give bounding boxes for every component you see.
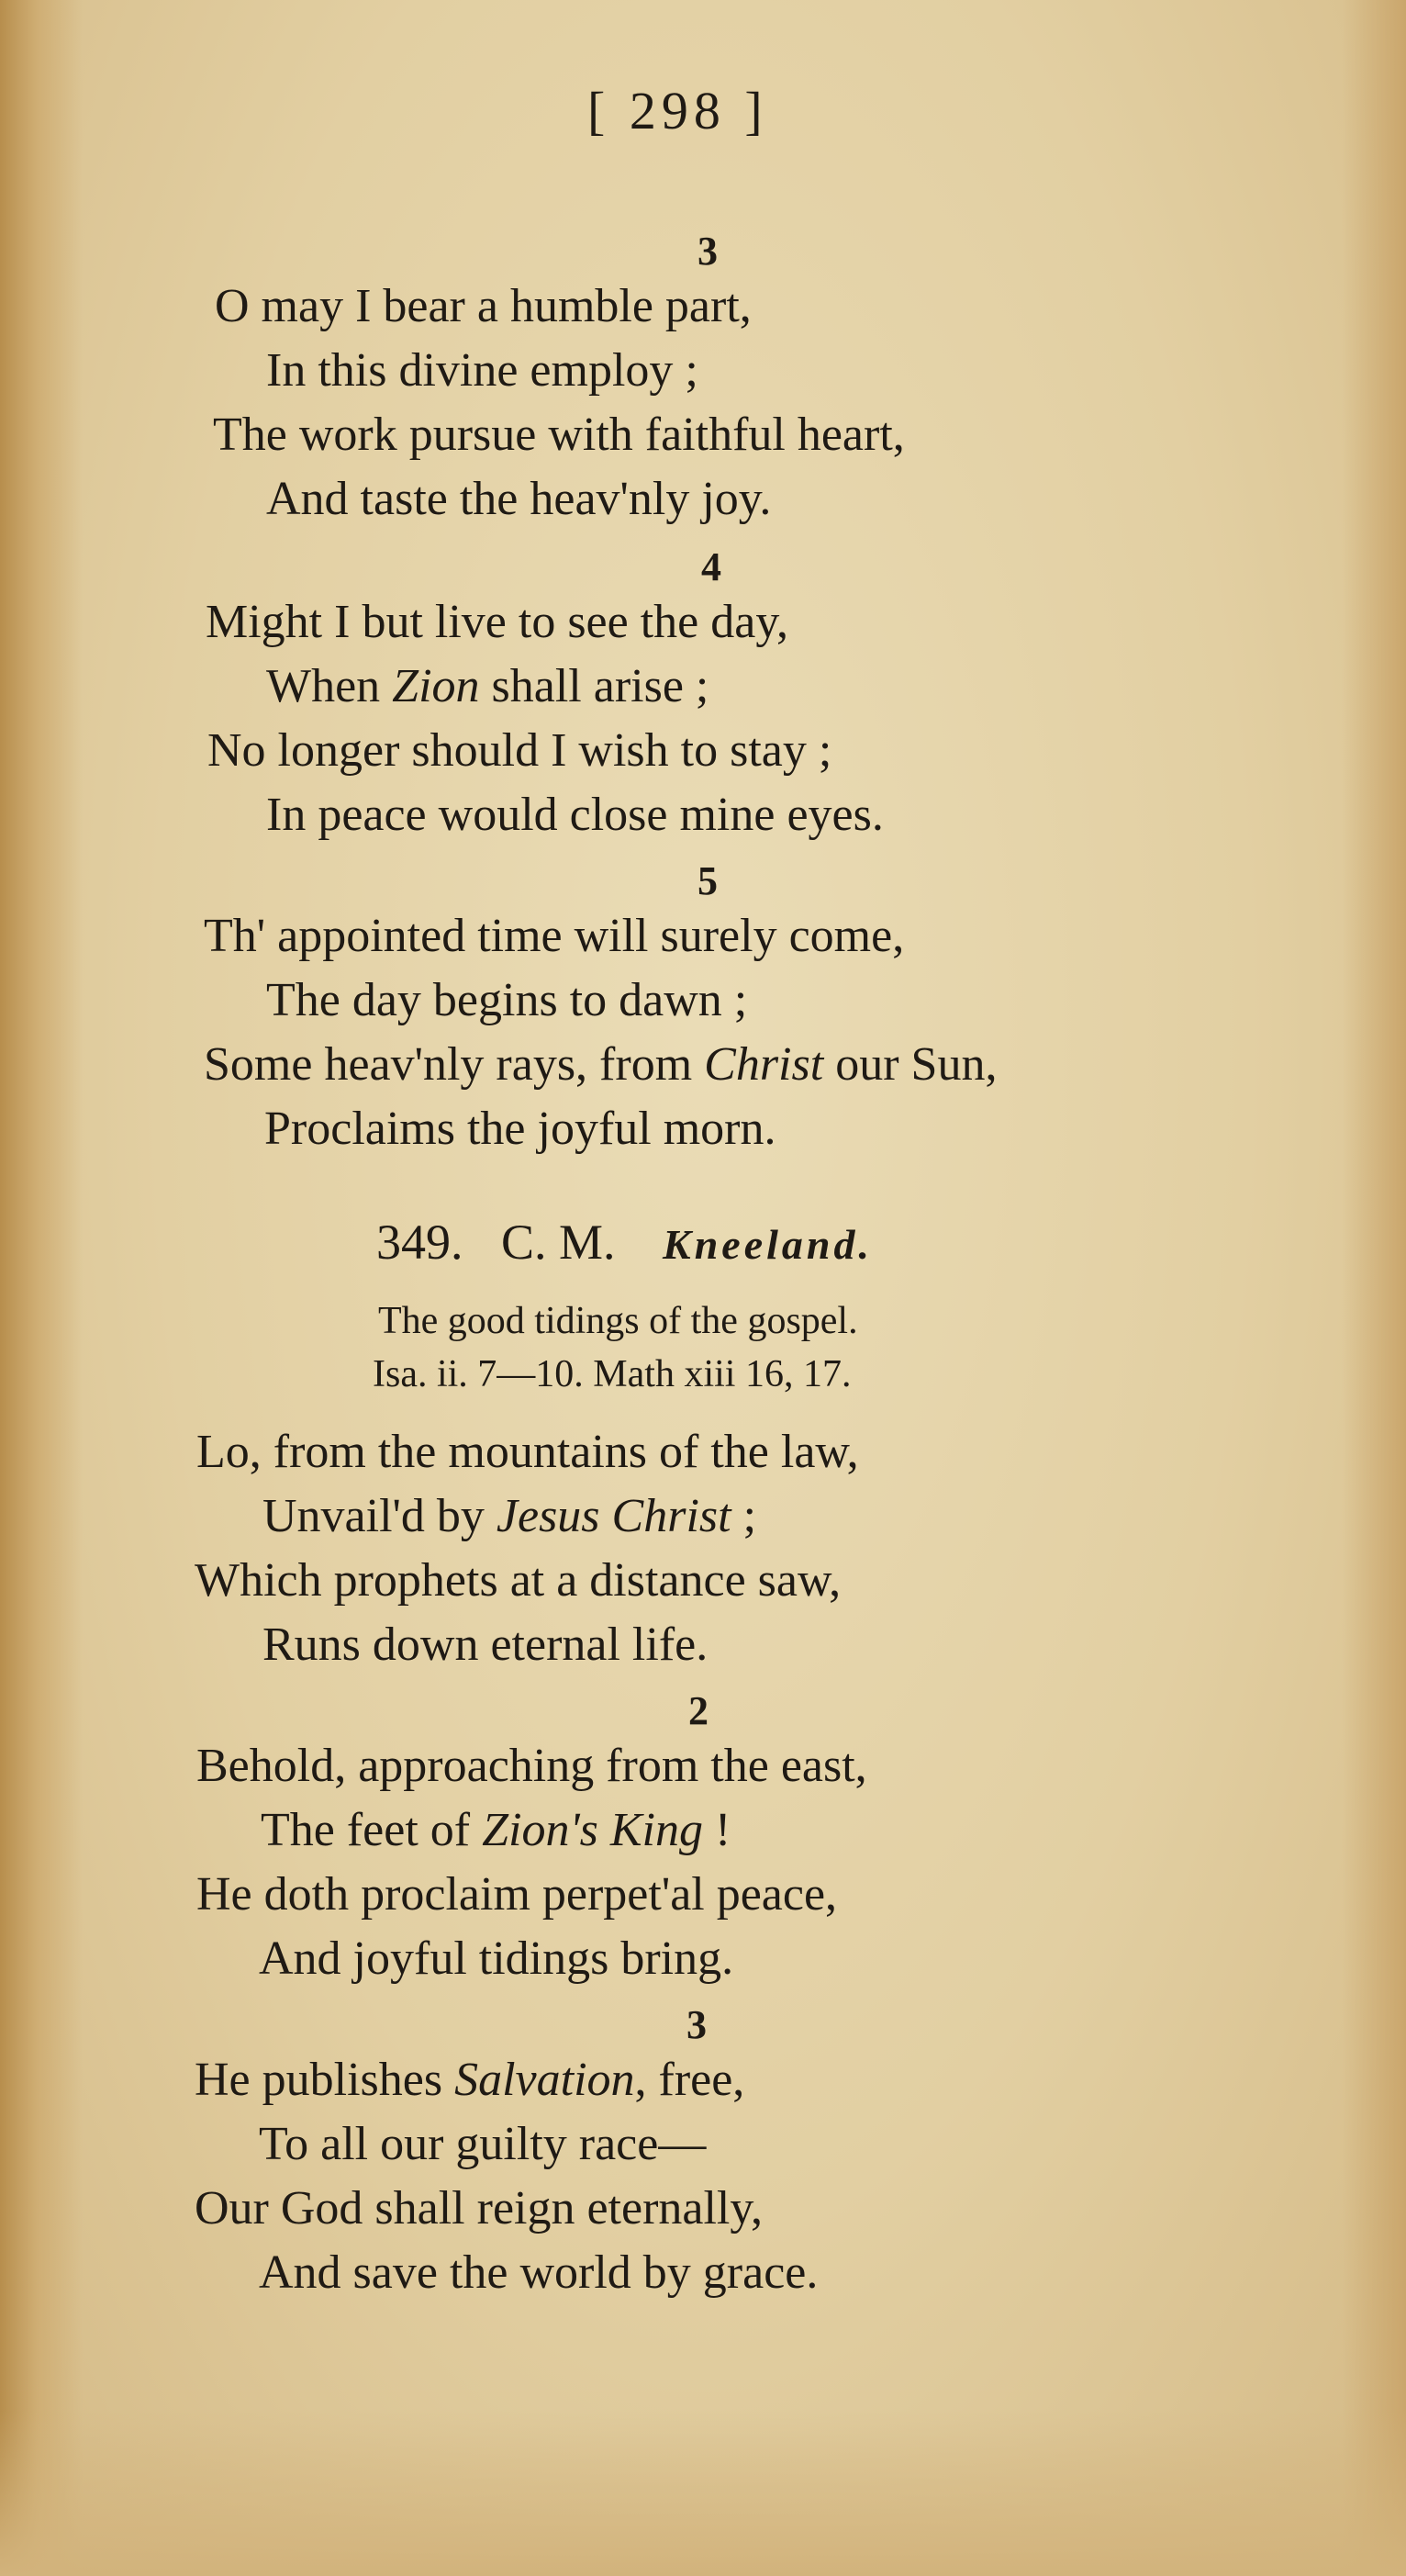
verse-line: No longer should I wish to stay ;	[207, 724, 832, 777]
page-number: [ 298 ]	[587, 81, 768, 140]
italic-name: Zion	[392, 660, 480, 712]
stanza-number: 3	[697, 229, 718, 274]
hymn-heading	[376, 1215, 874, 1270]
verse-text: The feet of	[261, 1804, 483, 1856]
verse-text: When	[266, 660, 393, 712]
verse-line: To all our guilty race—	[259, 2118, 707, 2170]
verse-line: In this divine employ ;	[266, 344, 698, 397]
verse-text: shall arise ;	[479, 660, 709, 712]
verse-line: Lo, from the mountains of the law,	[196, 1426, 859, 1478]
verse-text: Some heav'nly rays, from	[204, 1038, 705, 1091]
verse-line: Our God shall reign eternally,	[195, 2182, 763, 2234]
page-edge-shadow-right	[1342, 0, 1406, 2576]
verse-line	[262, 1490, 757, 1542]
italic-name: Salvation	[454, 2054, 635, 2106]
verse-text: , free,	[634, 2054, 745, 2106]
verse-line: Th' appointed time will surely come,	[204, 910, 905, 962]
verse-line: Might I but live to see the day,	[206, 596, 788, 648]
page-edge-shadow-bottom	[0, 2411, 1406, 2576]
hymn-meter: C. M.	[501, 1215, 616, 1270]
stanza-number: 4	[701, 544, 721, 589]
verse-line: O may I bear a humble part,	[215, 280, 752, 332]
verse-line	[266, 660, 709, 712]
verse-text: !	[702, 1804, 731, 1856]
stanza-number: 5	[697, 858, 718, 903]
verse-line: Proclaims the joyful morn.	[264, 1103, 776, 1155]
italic-name: Jesus Christ	[496, 1490, 731, 1542]
stanza-number: 2	[688, 1688, 709, 1733]
hymn-subtitle: The good tidings of the gospel.	[378, 1300, 858, 1342]
verse-line: Runs down eternal life.	[262, 1618, 709, 1671]
verse-line: He doth proclaim perpet'al peace,	[196, 1868, 838, 1921]
stanza-number: 3	[686, 2002, 707, 2047]
verse-text: He publishes	[195, 2054, 455, 2106]
verse-text: Unvail'd by	[262, 1490, 497, 1542]
verse-line: The day begins to dawn ;	[266, 974, 748, 1026]
verse-line: And save the world by grace.	[259, 2246, 819, 2299]
verse-line	[261, 1804, 731, 1856]
page-edge-shadow-left	[0, 0, 83, 2576]
verse-line: And joyful tidings bring.	[259, 1932, 734, 1985]
verse-line: And taste the heav'nly joy.	[266, 473, 772, 525]
verse-line: Which prophets at a distance saw,	[195, 1554, 842, 1607]
verse-line: The work pursue with faithful heart,	[213, 409, 905, 461]
hymn-tune: Kneeland.	[663, 1221, 874, 1268]
hymn-number: 349.	[376, 1215, 463, 1270]
verse-line: Behold, approaching from the east,	[196, 1740, 867, 1792]
verse-line	[204, 1038, 998, 1091]
scripture-references: Isa. ii. 7—10. Math xiii 16, 17.	[373, 1353, 852, 1395]
verse-text: ;	[731, 1490, 757, 1542]
verse-line: In peace would close mine eyes.	[266, 789, 884, 841]
italic-name: Christ	[704, 1038, 824, 1091]
italic-name: Zion's King	[482, 1804, 703, 1856]
verse-text: our Sun,	[823, 1038, 998, 1091]
verse-line	[195, 2056, 744, 2104]
